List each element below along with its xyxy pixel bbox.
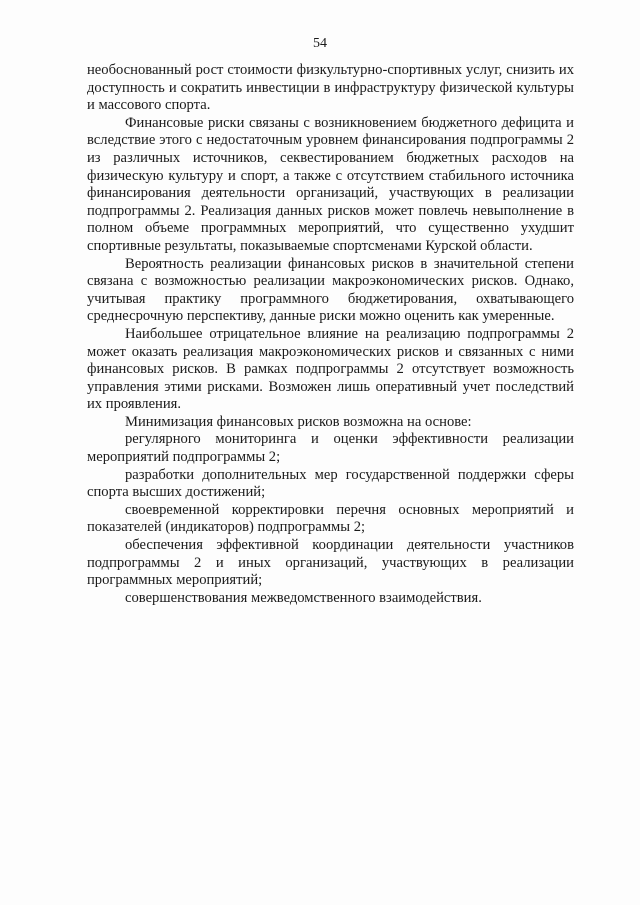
document-body (87, 62, 574, 607)
list-item-coordination: обеспечения эффективной координации деятельности участников подпрограммы 2 и иных организаций, участвующих в реализации программных мероприятий; (87, 537, 574, 589)
list-item-monitoring: регулярного мониторинга и оценки эффективности реализации мероприятий подпрограммы 2; (87, 431, 574, 466)
paragraph-negative-impact: Наибольшее отрицательное влияние на реализацию подпрограммы 2 может оказать реализация макроэкономических рисков и связанных с ними финансовых рисков. В рамках подпрограммы 2 отсутствует возможность управления этими рисками. Возможен лишь оперативный учет последствий их проявления. (87, 325, 574, 413)
paragraph-financial-risks: Финансовые риски связаны с возникновением бюджетного дефицита и вследствие этого с недостаточным уровнем финансирования подпрограммы 2 из различных источников, секвестированием бюджетных расходов на физическую культуру и спорт, а также с отсутствием стабильного источника финансирования деятельности организаций, участвующих в реализации подпрограммы 2. Реализация данных рисков может повлечь невыполнение в полном объеме программных мероприятий, что существенно ухудшит спортивные результаты, показываемые спортсменами Курской области. (87, 114, 574, 254)
page-number: 54 (313, 36, 327, 51)
list-item-support-measures: разработки дополнительных мер государственной поддержки сферы спорта высших достижений; (87, 466, 574, 501)
paragraph-minimization-intro: Минимизация финансовых рисков возможна на основе: (125, 413, 472, 430)
list-item-adjustment: своевременной корректировки перечня основных мероприятий и показателей (индикаторов) подпрограммы 2; (87, 501, 574, 536)
list-item-interagency: совершенствования межведомственного взаимодействия. (125, 589, 482, 606)
paragraph-continuation: необоснованный рост стоимости физкультурно-спортивных услуг, снизить их доступность и сократить инвестиции в инфраструктуру физической культуры и массового спорта. (87, 62, 574, 114)
paragraph-probability: Вероятность реализации финансовых рисков в значительной степени связана с возможностью реализации макроэкономических рисков. Однако, учитывая практику программного бюджетирования, охватывающего среднесрочную перспективу, данные риски можно оценить как умеренные. (87, 255, 574, 325)
